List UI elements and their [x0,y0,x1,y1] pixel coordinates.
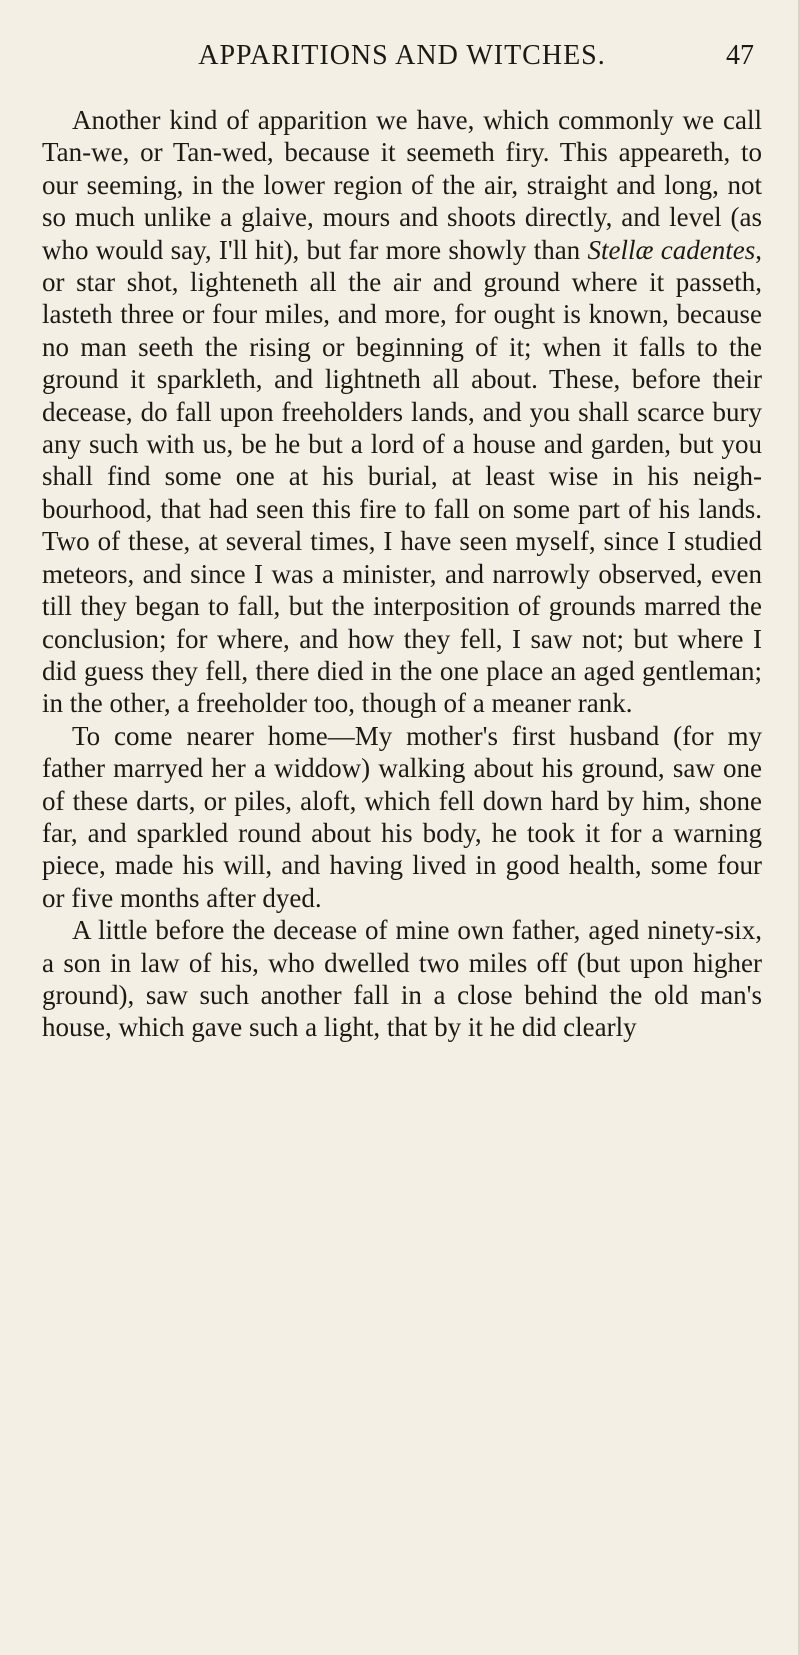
paragraph-1 [42,104,762,720]
paragraph-3 [42,914,762,1044]
latin-phrase: Stellæ cadentes [587,234,756,265]
page-number: 47 [726,40,754,71]
paragraph-1-text: Another kind of apparition we have, which commonly we call Tan-we, or Tan-wed, because it seemeth firy. This appeareth, to our seeming, in the lower region of the air, straight and long, not so much unlike a glaive, mours and shoots directly, and level (as who would say, I'll hit), but far more showly than [42,105,762,265]
running-title: APPARITIONS AND WITCHES. [198,40,606,71]
running-head [42,40,762,92]
body-text [42,104,762,1044]
paragraph-1-text-cont: , or star shot, lighteneth all the air and ground where it passeth, lasteth three or four miles, and more, for ought is known, because no man seeth the rising or beginning of it; when it falls to the ground it sparkleth, and lightneth all about. These, before their decease, do fall upon freeholders lands, and you shall scarce bury any such with us, be he but a lord of a house and garden, but you shall find some one at his burial, at least wise in his neighbourhood, that had seen this fire to fall on some part of his lands. Two of these, at several times, I have seen myself, since I studied meteors, and since I was a minister, and narrowly observed, even till they began to fall, but the interposition of grounds marred the conclusion; for where, and how they fell, I saw not; but where I did guess they fell, there died in the one place an aged gentleman; in the other, a freeholder too, though of a meaner rank. [42,234,762,719]
book-page [42,40,762,1044]
paragraph-2 [42,720,762,914]
paragraph-2-text: To come nearer home—My mother's first husband (for my father marryed her a widdow) walking about his ground, saw one of these darts, or piles, aloft, which fell down hard by him, shone far, and sparkled round about his body, he took it for a warning piece, made his will, and having lived in good health, some four or five months after dyed. [42,720,762,913]
paragraph-3-text: A little before the decease of mine own father, aged ninety-six, a son in law of his, who dwelled two miles off (but upon higher ground), saw such another fall in a close behind the old man's house, which gave such a light, that by it he did clearly [42,915,762,1043]
